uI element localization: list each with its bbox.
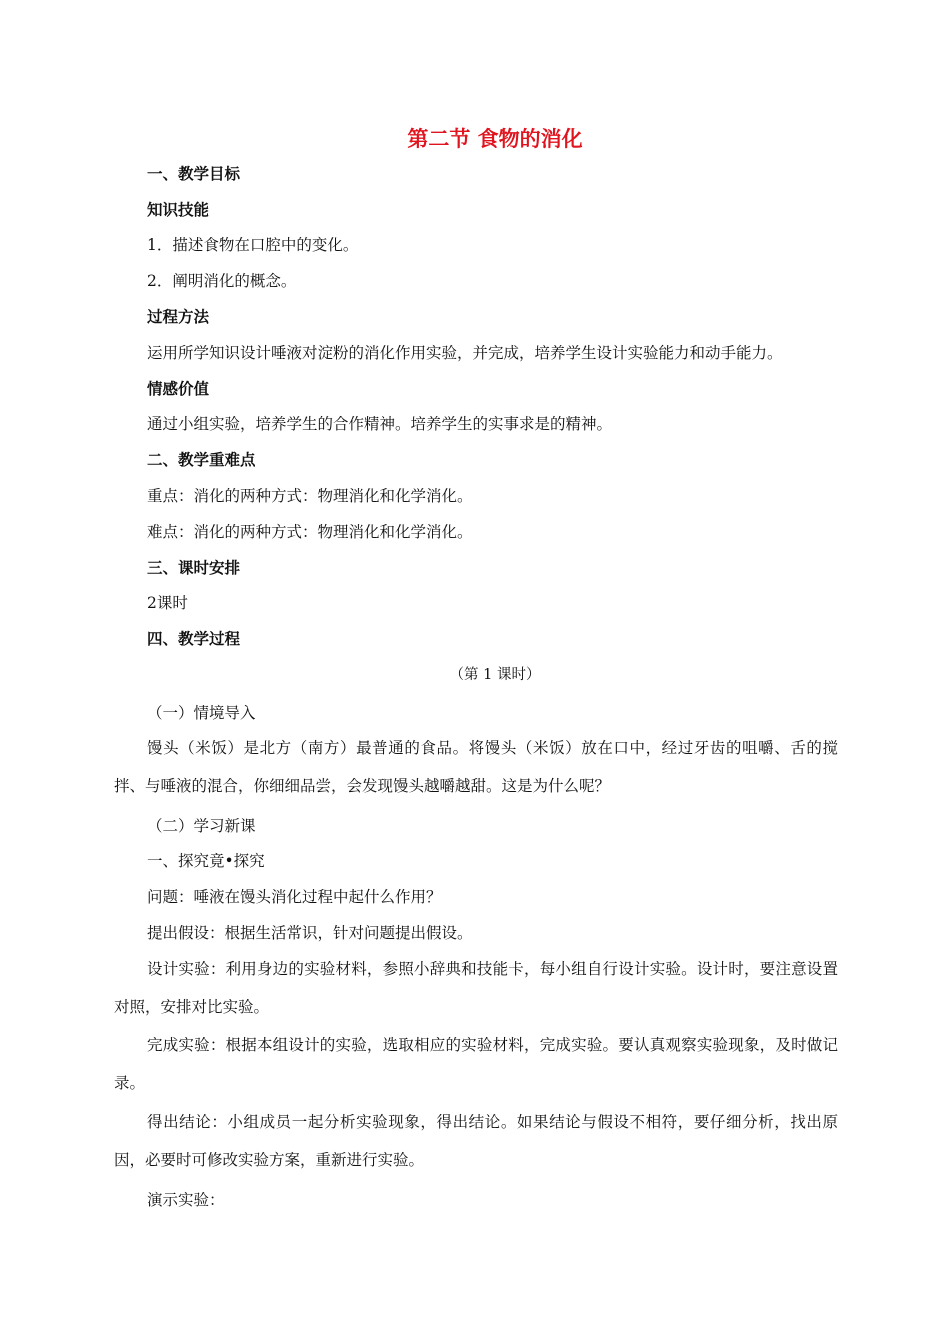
- section-intro: （一）情境导入: [147, 704, 256, 722]
- section-new-lesson: （二）学习新课: [147, 817, 256, 835]
- heading-schedule: 三、课时安排: [147, 559, 241, 577]
- conclusion-paragraph: 得出结论：小组成员一起分析实验现象，得出结论。如果结论与假设不相符，要仔细分析，找出原因，必要时可修改实验方案，重新进行实验。: [114, 1113, 838, 1169]
- demo-heading: 演示实验：: [147, 1191, 225, 1209]
- emotion-text: 通过小组实验，培养学生的合作精神。培养学生的实事求是的精神。: [147, 415, 613, 433]
- question-text: 问题：唾液在馒头消化过程中起什么作用？: [147, 888, 442, 906]
- process-text: 运用所学知识设计唾液对淀粉的消化作用实验，并完成，培养学生设计实验能力和动手能力。: [147, 344, 783, 362]
- subheading-emotion: 情感价值: [147, 380, 210, 398]
- difficulty-text: 难点：消化的两种方式：物理消化和化学消化。: [147, 523, 473, 541]
- heading-keypoints: 二、教学重难点: [147, 451, 256, 469]
- schedule-text: 2课时: [147, 594, 188, 612]
- knowledge-item-2: 2．阐明消化的概念。: [147, 272, 297, 290]
- intro-paragraph: 馒头（米饭）是北方（南方）最普通的食品。将馒头（米饭）放在口中，经过牙齿的咀嚼、舌的搅拌、与唾液的混合，你细细品尝，会发现馒头越嚼越甜。这是为什么呢？: [114, 739, 838, 795]
- hypothesis-text: 提出假设：根据生活常识，针对问题提出假设。: [147, 924, 473, 942]
- explore-heading: 一、探究竟•探究: [147, 852, 265, 870]
- heading-objectives: 一、教学目标: [147, 165, 241, 183]
- subheading-knowledge: 知识技能: [147, 201, 210, 219]
- page-title: 第二节 食物的消化: [407, 127, 583, 151]
- design-paragraph: 设计实验：利用身边的实验材料，参照小辞典和技能卡，每小组自行设计实验。设计时，要注意设置对照，安排对比实验。: [114, 960, 838, 1016]
- knowledge-item-1: 1．描述食物在口腔中的变化。: [147, 236, 359, 254]
- subheading-process: 过程方法: [147, 308, 210, 326]
- keypoint-text: 重点：消化的两种方式：物理消化和化学消化。: [147, 487, 473, 505]
- perform-paragraph: 完成实验：根据本组设计的实验，选取相应的实验材料，完成实验。要认真观察实验现象，及时做记录。: [114, 1036, 838, 1092]
- lesson-label: （第 1 课时）: [449, 667, 541, 683]
- heading-process: 四、教学过程: [147, 630, 241, 648]
